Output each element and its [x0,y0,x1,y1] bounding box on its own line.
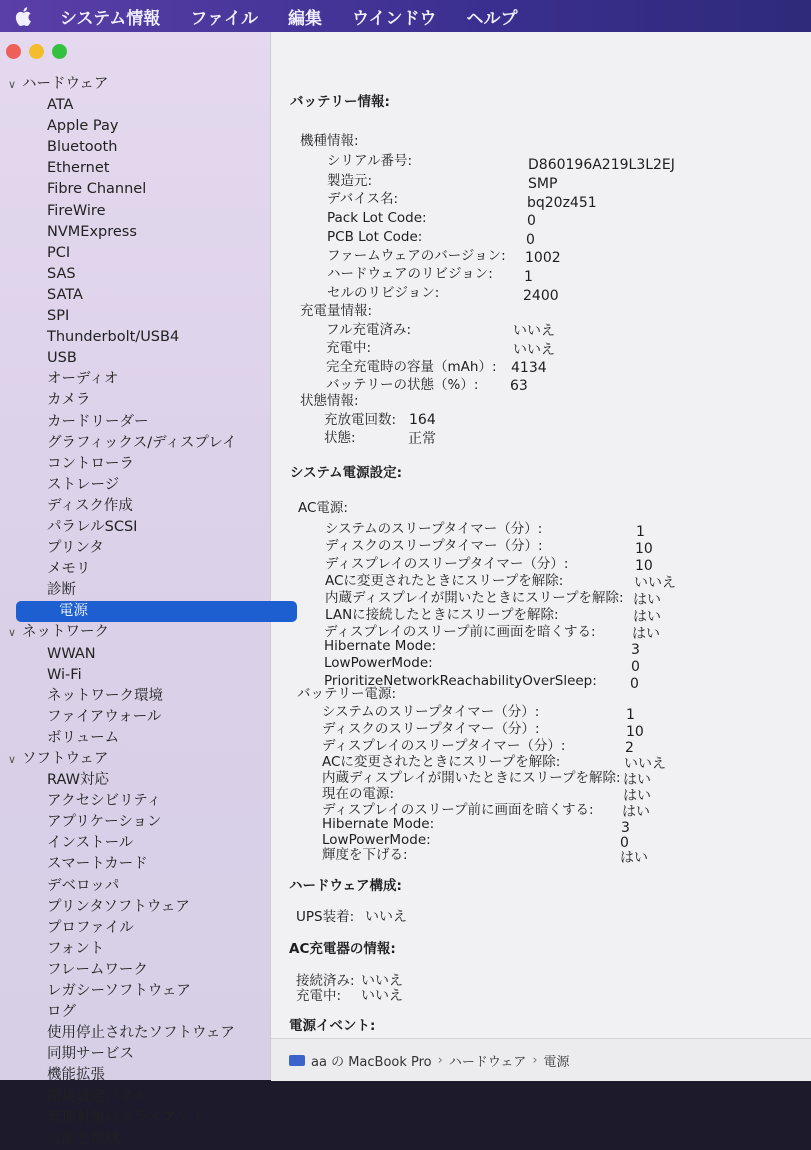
sidebar-item-label: 電源 [59,603,88,620]
menu-system-info[interactable]: システム情報 [60,8,161,29]
chevron-down-icon[interactable]: ∨ [8,753,17,766]
sidebar-item-label: 機能拡張 [47,1067,105,1084]
charger-connected-label: 接続済み: [296,973,355,989]
maker-label: 製造元: [327,173,373,189]
firmware-label: ファームウェアのバージョン: [327,248,506,264]
sidebar-item-label: プリンタ [47,540,104,557]
bat-display-sleep-value: 2 [625,740,634,756]
hardware-config-heading: ハードウェア構成: [289,878,402,894]
sidebar-item-label: レガシーソフトウェア [47,983,191,1000]
sidebar-item-label: アクセシビリティ [47,793,162,810]
ac-dim-display-value: はい [632,626,660,642]
ac-hibernate-label: Hibernate Mode: [324,638,437,654]
pcblot-value: 0 [526,232,535,248]
sidebar-group[interactable] [0,749,270,770]
sidebar-item[interactable] [0,222,270,243]
zoom-button[interactable] [52,44,67,59]
charging-value: いいえ [513,342,555,358]
hw-revision-label: ハードウェアのリビジョン: [327,266,493,282]
sidebar-item[interactable] [0,1044,270,1065]
bat-low-power-value: 0 [620,835,629,851]
firmware-value: 1002 [525,250,561,266]
sidebar-item[interactable] [0,897,270,918]
sidebar-item-label: 診断 [47,582,76,599]
ac-display-sleep-label: ディスプレイのスリープタイマー（分）: [325,556,569,572]
ac-dim-display-label: ディスプレイのスリープ前に画面を暗くする: [324,624,596,640]
chevron-right-icon: › [532,1052,538,1068]
apple-menu-icon[interactable] [12,5,34,27]
bat-hibernate-label: Hibernate Mode: [322,816,435,832]
sidebar-item-label: Fibre Channel [47,181,147,198]
sidebar-item[interactable] [0,348,270,369]
device-label: デバイス名: [327,191,399,207]
sidebar-item-label: デベロッパ [47,877,120,894]
sidebar-item[interactable] [0,1065,270,1086]
sidebar-item[interactable] [0,1002,270,1023]
bat-display-sleep-label: ディスプレイのスリープタイマー（分）: [322,738,566,754]
laptop-icon [289,1055,305,1066]
path-bar [271,1038,811,1081]
sidebar-item-label: ボリューム [47,729,120,746]
sidebar-item[interactable] [0,791,270,812]
ac-wake-on-ac-value: いいえ [634,575,676,591]
sidebar-item[interactable] [0,538,270,559]
sidebar-item[interactable] [0,707,270,728]
hw-revision-value: 1 [524,269,533,285]
status-info-heading: 状態情報: [300,393,359,409]
serial-label: シリアル番号: [327,153,413,169]
sidebar-item[interactable] [0,264,270,285]
ac-system-sleep-label: システムのスリープタイマー（分）: [325,521,543,537]
bat-dim-display-value: はい [622,804,650,820]
sidebar-item-label: NVMExpress [47,223,137,240]
sidebar-item[interactable] [0,475,270,496]
bat-low-power-label: LowPowerMode: [322,832,431,848]
bat-disk-sleep-label: ディスクのスリープタイマー（分）: [322,721,540,737]
sidebar-item[interactable] [0,939,270,960]
device-value: bq20z451 [527,195,597,211]
sidebar-group[interactable] [0,622,270,643]
bat-wake-on-lid-value: はい [623,772,651,788]
sidebar-item[interactable] [0,454,270,475]
sidebar-item[interactable] [0,433,270,454]
model-info-heading: 機種情報: [300,133,359,149]
sidebar-item-label: Apple Pay [47,118,119,135]
maker-value: SMP [528,176,558,192]
sidebar-item-label: 使用停止されたソフトウェア [47,1025,235,1042]
ac-wake-on-ac-label: ACに変更されたときにスリープを解除: [325,573,564,589]
cycle-count-label: 充放電回数: [324,412,397,428]
ac-power-heading: AC電源: [298,500,348,516]
bat-wake-on-ac-label: ACに変更されたときにスリープを解除: [322,754,561,770]
sidebar-item[interactable] [0,243,270,264]
condition-label: 状態: [324,430,356,446]
bat-system-sleep-label: システムのスリープタイマー（分）: [322,704,540,720]
sidebar-list [0,74,270,1150]
charge-info-heading: 充電量情報: [300,303,373,319]
bat-hibernate-value: 3 [621,820,630,836]
ac-disk-sleep-label: ディスクのスリープタイマー（分）: [325,538,543,554]
power-settings-heading: システム電源設定: [290,465,403,481]
sidebar-item-label: ATA [47,97,74,114]
ups-label: UPS装着: [296,909,355,925]
sidebar-item-label: ハードウェア [22,76,109,92]
sidebar-item[interactable] [0,1023,270,1044]
sidebar-item-label: プリンタソフトウェア [47,898,190,915]
sidebar-item[interactable] [0,728,270,749]
sidebar-item[interactable] [0,95,270,116]
menu-file[interactable]: ファイル [190,8,258,29]
sidebar-item[interactable] [0,686,270,707]
path-computer[interactable]: aa の MacBook Pro [311,1054,432,1070]
bat-reduce-brightness-value: はい [620,850,648,866]
ac-network-reachability-value: 0 [630,676,639,692]
sidebar-item[interactable] [0,981,270,1002]
sidebar-item[interactable] [0,812,270,833]
sidebar-item[interactable] [0,833,270,854]
path-section[interactable]: ハードウェア [448,1054,527,1070]
pcblot-label: PCB Lot Code: [327,229,423,245]
ups-value: いいえ [365,909,407,925]
sidebar-item[interactable] [0,390,270,411]
sidebar-item[interactable] [0,580,270,601]
health-label: バッテリーの状態（%）: [326,377,479,393]
health-value: 63 [510,378,528,394]
sidebar-item-label: Wi-Fi [47,666,82,683]
system-information-window [0,32,811,1147]
chevron-down-icon[interactable]: ∨ [8,626,17,640]
sidebar-item-label: カメラ [47,392,91,409]
sidebar-item[interactable] [16,601,297,622]
chevron-down-icon[interactable]: ∨ [8,78,17,91]
sidebar-item-label: Bluetooth [47,139,118,156]
ac-hibernate-value: 3 [631,642,640,658]
sidebar-item-label: パラレルSCSI [47,518,138,535]
power-events-heading: 電源イベント: [289,1018,376,1034]
sidebar-item[interactable] [0,854,270,875]
sidebar-item-label: 環境設定パネル [47,1088,149,1105]
sidebar-item[interactable] [0,496,270,517]
sidebar-item[interactable] [0,285,270,306]
ac-network-reachability-label: PrioritizeNetworkReachabilityOverSleep: [324,673,597,689]
ac-display-sleep-value: 10 [635,558,653,574]
bat-dim-display-label: ディスプレイのスリープ前に画面を暗くする: [322,802,594,818]
sidebar-item-label: USB [47,350,77,367]
ac-wake-on-lid-value: はい [633,592,661,608]
ac-charger-info-heading: AC充電器の情報: [289,941,396,957]
sidebar-item[interactable] [0,918,270,939]
sidebar-item-label: 管理対象のクライアント [47,1109,206,1126]
charger-charging-label: 充電中: [296,988,342,1004]
condition-value: 正常 [408,431,436,447]
ac-low-power-value: 0 [631,659,640,675]
sidebar-item[interactable] [0,559,270,580]
sidebar-item-label: フォント [47,940,105,957]
ac-wake-on-lan-value: はい [633,609,661,625]
sidebar-item[interactable] [0,327,270,348]
sidebar-item[interactable] [0,960,270,981]
sidebar-item-label: カードリーダー [47,413,149,430]
bat-current-source-label: 現在の電源: [322,786,395,802]
full-charge-value: いいえ [513,323,555,339]
sidebar-item[interactable] [0,201,270,222]
sidebar-item-label: SPI [47,308,70,325]
sidebar-item-label: アプリケーション [47,814,162,831]
menu-help[interactable]: ヘルプ [466,8,518,29]
sidebar-item[interactable] [0,137,270,158]
bat-wake-on-lid-label: 内蔵ディスプレイが開いたときにスリープを解除: [322,770,621,786]
sidebar-item-label: オーディオ [47,371,119,388]
minimize-button[interactable] [29,44,44,59]
sidebar-item-label: Thunderbolt/USB4 [47,329,180,346]
sidebar-item-label: 同期サービス [47,1046,134,1063]
chevron-right-icon: › [437,1052,443,1068]
sidebar-item[interactable] [0,517,270,538]
sidebar-item-label: ログ [47,1004,76,1021]
sidebar-item-label: メモリ [47,561,91,578]
battery-power-heading: バッテリー電源: [297,686,397,702]
charging-label: 充電中: [326,340,372,356]
bat-current-source-value: はい [623,788,651,804]
sidebar-item-label: WWAN [47,645,96,662]
sidebar-item-label: プロファイル [47,919,134,936]
detail-pane [271,32,811,1032]
ac-disk-sleep-value: 10 [635,541,653,557]
sidebar-item-label: 言語と地域 [47,1130,120,1147]
close-button[interactable] [6,44,21,59]
serial-value: D860196A219L3L2EJ [528,157,675,173]
bat-disk-sleep-value: 10 [626,724,644,740]
sidebar [0,32,271,1147]
sidebar-item-label: ストレージ [47,476,120,493]
window-controls [6,44,75,59]
sidebar-item-label: SATA [47,286,83,303]
capacity-value: 4134 [511,360,547,376]
sidebar-item-label: フレームワーク [47,961,148,978]
bat-system-sleep-value: 1 [626,707,635,723]
sidebar-item[interactable] [0,1087,270,1108]
sidebar-item[interactable] [0,369,270,390]
sidebar-item[interactable] [0,158,270,179]
menu-bar [0,0,811,32]
capacity-label: 完全充電時の容量（mAh）: [326,359,497,375]
ac-wake-on-lid-label: 内蔵ディスプレイが開いたときにスリープを解除: [325,590,624,606]
sidebar-item-label: FireWire [47,202,106,219]
sidebar-item-label: PCI [47,244,71,261]
battery-info-heading: バッテリー情報: [290,94,390,110]
charger-charging-value: いいえ [361,988,403,1004]
sidebar-item[interactable] [0,412,270,433]
charger-connected-value: いいえ [361,973,403,989]
full-charge-label: フル充電済み: [326,322,412,338]
sidebar-item[interactable] [0,306,270,327]
sidebar-item[interactable] [0,644,270,665]
cell-revision-value: 2400 [523,288,559,304]
sidebar-item-label: ネットワーク環境 [47,687,163,704]
sidebar-item[interactable] [0,876,270,897]
sidebar-item-label: グラフィックス/ディスプレイ [47,434,237,451]
ac-low-power-label: LowPowerMode: [324,655,433,671]
packlot-value: 0 [527,213,536,229]
sidebar-item-label: スマートカード [47,856,148,873]
sidebar-item[interactable] [0,116,270,137]
cycle-count-value: 164 [409,412,436,428]
menu-window[interactable]: ウインドウ [351,8,437,29]
bat-reduce-brightness-label: 輝度を下げる: [322,847,408,863]
sidebar-item-label: RAW対応 [47,772,109,789]
sidebar-item-label: インストール [47,835,134,852]
sidebar-item[interactable] [0,770,270,791]
sidebar-item-label: ネットワーク [22,624,109,641]
sidebar-item-label: ディスク作成 [47,497,133,514]
ac-system-sleep-value: 1 [636,524,645,540]
sidebar-item-label: コントローラ [47,455,134,472]
sidebar-item-label: ソフトウェア [22,751,109,767]
sidebar-item-label: ファイアウォール [47,708,162,725]
sidebar-item[interactable] [0,1129,270,1150]
path-item[interactable]: 電源 [543,1054,570,1070]
sidebar-item[interactable] [0,665,270,686]
menu-edit[interactable]: 編集 [287,8,322,29]
sidebar-item-label: Ethernet [47,160,110,177]
bat-wake-on-ac-value: いいえ [624,756,666,772]
sidebar-group[interactable] [0,74,270,95]
sidebar-item[interactable] [0,179,270,200]
sidebar-item[interactable] [0,1108,270,1129]
ac-wake-on-lan-label: LANに接続したときにスリープを解除: [325,607,559,623]
sidebar-item-label: SAS [47,265,76,282]
cell-revision-label: セルのリビジョン: [327,285,440,301]
packlot-label: Pack Lot Code: [327,210,427,226]
